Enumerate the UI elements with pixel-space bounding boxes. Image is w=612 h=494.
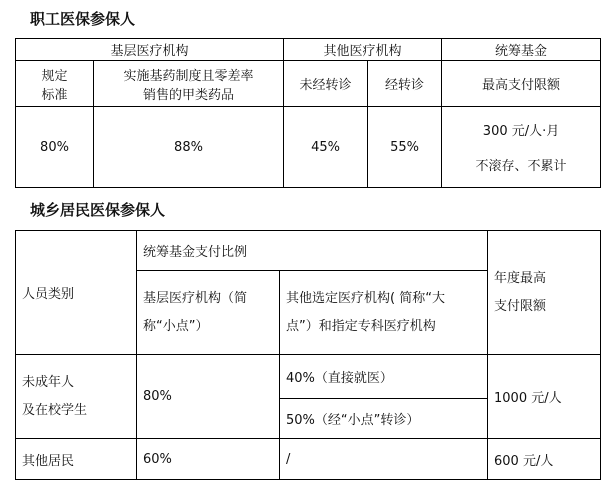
row-others-small: 60% — [137, 439, 280, 480]
row-others-annual: 600 元/人 — [488, 439, 601, 480]
header-pooling-fund: 统筹基金 — [442, 39, 601, 61]
header-standard: 规定 标准 — [16, 61, 94, 107]
row-minors-big-referral: 50%（经“小点”转诊） — [280, 399, 488, 439]
employee-insurance-table — [15, 38, 601, 188]
value-essential-drugs: 88% — [94, 107, 284, 188]
row-others-big: / — [280, 439, 488, 480]
section2-title: 城乡居民医保参保人 — [30, 201, 166, 219]
header-fund-ratio: 统筹基金支付比例 — [137, 231, 488, 271]
header-other-institutions: 其他医疗机构 — [284, 39, 442, 61]
max-payment-note: 不滚存、不累计 — [475, 159, 567, 174]
resident-insurance-table — [15, 230, 601, 480]
row-minors-small: 80% — [137, 355, 280, 439]
header-big-point: 其他选定医疗机构( 简称“大 点”）和指定专科医疗机构 — [280, 271, 488, 355]
header-max-payment: 最高支付限额 — [442, 61, 601, 107]
header-small-point: 基层医疗机构（简 称“小点”） — [137, 271, 280, 355]
header-no-referral: 未经转诊 — [284, 61, 368, 107]
max-payment-amount: 300 元/人·月 — [482, 124, 560, 139]
header-person-category: 人员类别 — [16, 231, 137, 355]
section1-title: 职工医保参保人 — [30, 10, 136, 28]
header-basic-institutions: 基层医疗机构 — [16, 39, 284, 61]
value-referral: 55% — [368, 107, 442, 188]
value-no-referral: 45% — [284, 107, 368, 188]
row-minors-category: 未成年人 及在校学生 — [16, 355, 137, 439]
row-minors-annual: 1000 元/人 — [488, 355, 601, 439]
header-referral: 经转诊 — [368, 61, 442, 107]
row-minors-big-direct: 40%（直接就医） — [280, 355, 488, 399]
row-others-category: 其他居民 — [16, 439, 137, 480]
value-standard: 80% — [16, 107, 94, 188]
header-essential-drugs: 实施基药制度且零差率 销售的甲类药品 — [94, 61, 284, 107]
value-max-payment — [442, 107, 601, 188]
header-annual-max: 年度最高 支付限额 — [488, 231, 601, 355]
